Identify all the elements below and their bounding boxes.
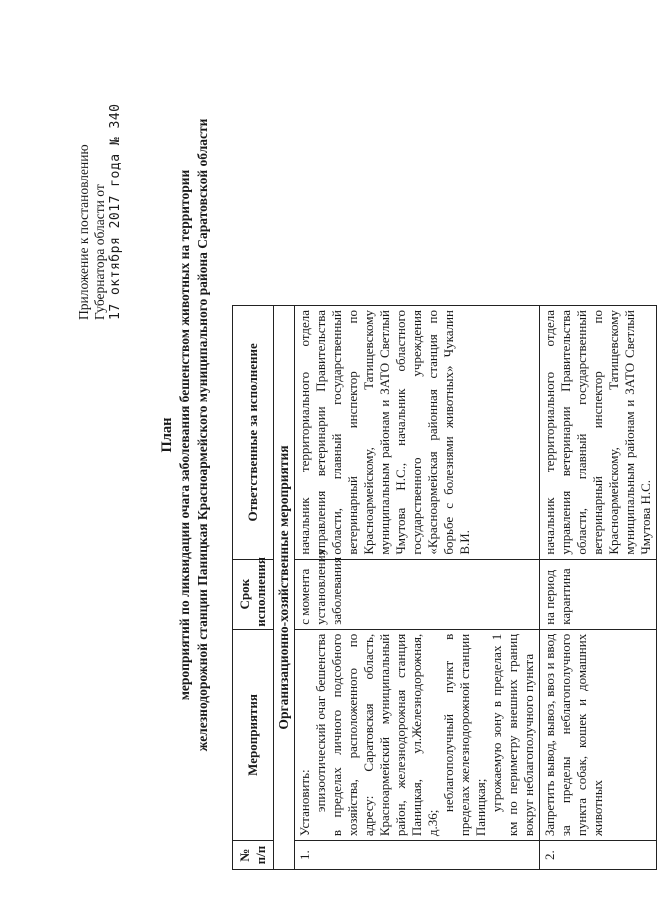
row-deadline: с момента установления заболевания	[295, 559, 540, 629]
row-measure	[295, 629, 540, 840]
table-header-row	[233, 306, 274, 870]
document-title	[158, 25, 212, 845]
title-line-1: мероприятий по ликвидации очага заболевания бешенством животных на территории	[177, 169, 192, 701]
title-word: План	[159, 417, 175, 453]
measure-paragraph: угрожаемую зону в пределах 1 км по периметру внешних границ вокруг неблагополучного пункта	[489, 633, 536, 837]
row-responsible: начальник территориального отдела управления ветеринарии Правительства области, главный государственный ветеринарный инспектор по Красноармейскому, Татищевскому муниципальным районам и ЗАТО Светлый Чмутова Н.С., начальник областного государственного учреждения «Красноармейская районная станция по борьбе с болезнями животных» Чукалин В.И.	[295, 306, 540, 560]
measure-paragraph: неблагополучный пункт в пределах железнодорожной станции Паницкая;	[441, 633, 488, 837]
measure-intro: Установить:	[297, 769, 312, 837]
section-title: Организационно-хозяйственные мероприятия	[274, 306, 295, 870]
appendix-line-2: Губернатора области от	[92, 184, 107, 320]
appendix-date-handwritten: 17 октября 2017 года № 340	[108, 103, 123, 320]
table-row	[540, 306, 657, 870]
appendix-line-1: Приложение к постановлению	[76, 144, 91, 320]
header-num: № п/п	[233, 841, 274, 870]
row-num: 2.	[540, 841, 657, 870]
appendix-note	[76, 60, 124, 320]
header-deadline: Срок исполнения	[233, 559, 274, 629]
section-row	[274, 306, 295, 870]
plan-table	[232, 305, 657, 870]
header-measures: Мероприятия	[233, 629, 274, 840]
title-line-2: железнодорожной станции Паницкая Красноармейского муниципального района Саратовской области	[195, 118, 210, 752]
row-responsible: начальник территориального отдела управления ветеринарии Правительства области, главный государственный ветеринарный инспектор по Красноармейскому, Татищевскому муниципальным районам и ЗАТО Светлый Чмутова Н.С.	[540, 306, 657, 560]
header-responsible: Ответственные за исполнение	[233, 306, 274, 560]
table-row	[295, 306, 540, 870]
row-num: 1.	[295, 841, 540, 870]
row-deadline: на период карантина	[540, 559, 657, 629]
measure-paragraph: эпизоотический очаг бешенства в пределах личного подсобного хозяйства, расположенного по адресу: Саратовская область, Красноармейский муниципальный район, железнодорожная станция Паницкая, ул.Железнодорожная, д.36;	[313, 633, 440, 837]
row-measure: Запретить вывод, вывоз, ввоз и ввод за пределы неблагополучного пункта собак, кошек и домашних животных	[540, 629, 657, 840]
